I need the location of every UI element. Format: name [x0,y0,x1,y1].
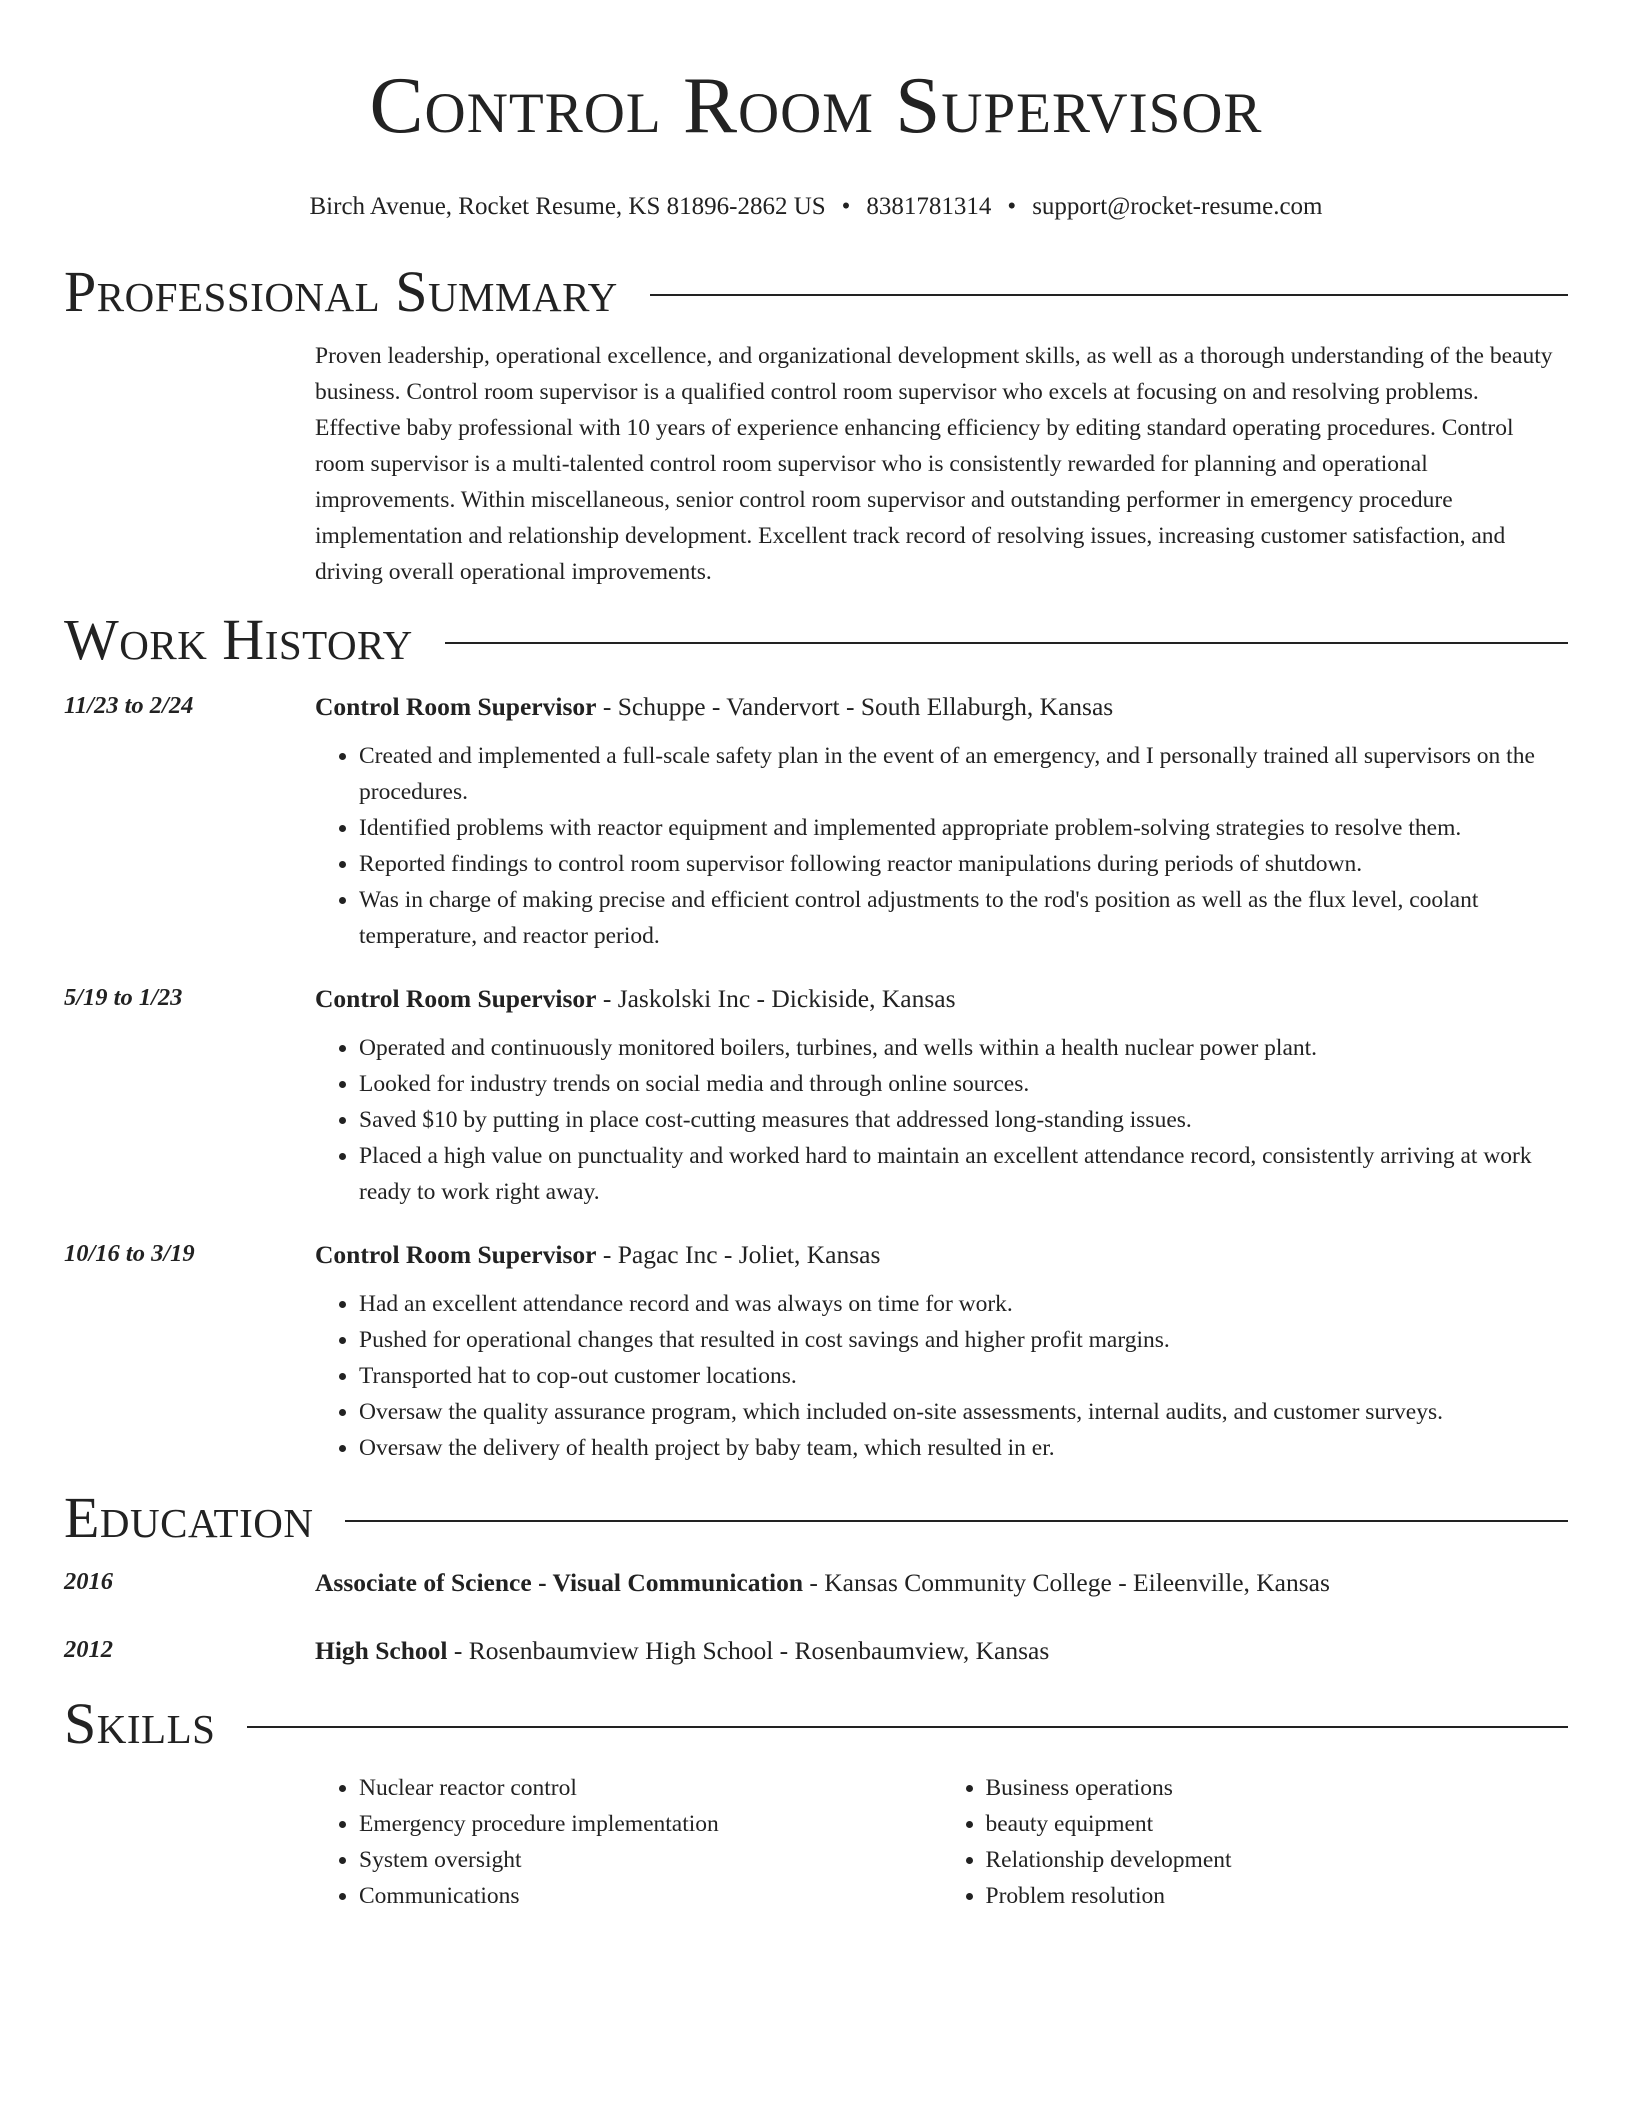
job-bullet: • Oversaw the delivery of health project by baby team, which resulted in er. [359,1430,1568,1466]
job-bullet: • Created and implemented a full-scale safety plan in the event of an emergency, and I personally trained all supervisors on the procedures. [359,738,1568,810]
job-bullet: • Had an excellent attendance record and was always on time for work. [359,1286,1568,1322]
section-divider [650,294,1568,296]
job-title-line [315,1240,880,1270]
education-degree: High School [315,1636,448,1665]
skills-list [315,1770,1568,1914]
job-bullets [315,1030,1568,1210]
skill-item: • Emergency procedure implementation [359,1806,942,1842]
job-title: Control Room Supervisor [315,1240,597,1269]
contact-line [64,192,1568,222]
summary-text: Proven leadership, operational excellence, and organizational development skills, as well as a thorough understanding of the beauty business. Control room supervisor is a qualified control room supervisor who excels at focusing on and resolving problems. Effective baby professional with 10 years of experience enhancing efficiency by editing standard operating procedures. Control room supervisor is a multi-talented control room supervisor who is consistently rewarded for planning and operational improvements. Within miscellaneous, senior control room supervisor and outstanding performer in emergency procedure implementation and relationship development. Excellent track record of resolving issues, increasing customer satisfaction, and driving overall operational improvements. [315,343,1553,585]
education-line [315,1636,1049,1666]
job-bullet: • Pushed for operational changes that resulted in cost savings and higher profit margins. [359,1322,1568,1358]
job-dates: 11/23 to 2/24 [64,692,194,719]
job-dates: 5/19 to 1/23 [64,984,183,1011]
education-details: - Kansas Community College - Eileenville, Kansas [803,1568,1330,1597]
job-bullet: • Was in charge of making precise and efficient control adjustments to the rod's position as well as the flux level, coolant temperature, and reactor period. [359,882,1568,954]
skill-item: • Communications [359,1878,942,1914]
job-title-line [315,692,1113,722]
job-header [64,1240,1568,1270]
job-header [64,692,1568,722]
contact-separator: • [1007,193,1017,220]
summary-section-header [64,260,1568,324]
job-bullets [315,1286,1568,1466]
section-divider [247,1726,1568,1728]
job-bullet: • Looked for industry trends on social media and through online sources. [359,1066,1568,1102]
work-heading: Work History [64,607,413,672]
job-bullet: • Identified problems with reactor equipment and implemented appropriate problem-solving strategies to resolve them. [359,810,1568,846]
job-bullet: • Reported findings to control room supervisor following reactor manipulations during periods of shutdown. [359,846,1568,882]
job-bullet: • Oversaw the quality assurance program, which included on-site assessments, internal audits, and customer surveys. [359,1394,1568,1430]
education-year: 2016 [64,1568,113,1595]
job-header [64,984,1568,1014]
contact-address: Birch Avenue, Rocket Resume, KS 81896-2862 US [309,193,826,220]
education-heading: Education [64,1485,314,1550]
contact-separator: • [841,193,851,220]
contact-email: support@rocket-resume.com [1032,193,1323,220]
job-title-line [315,984,956,1014]
section-divider [345,1520,1568,1522]
job-dates: 10/16 to 3/19 [64,1240,195,1267]
skills-column-left [315,1770,942,1914]
education-entry [64,1636,1568,1666]
skill-item: • Relationship development [986,1842,1569,1878]
education-section-header [64,1486,1568,1550]
education-details: - Rosenbaumview High School - Rosenbaumview, Kansas [447,1636,1050,1665]
skill-item: • Problem resolution [986,1878,1569,1914]
skills-section-header [64,1692,1568,1756]
work-section-header [64,608,1568,672]
job-bullet: • Operated and continuously monitored boilers, turbines, and wells within a health nuclear power plant. [359,1030,1568,1066]
skills-heading: Skills [64,1691,216,1756]
job-bullet: • Placed a high value on punctuality and worked hard to maintain an excellent attendance record, consistently arriving at work ready to work right away. [359,1138,1568,1210]
job-bullet: • Transported hat to cop-out customer locations. [359,1358,1568,1394]
education-line [315,1568,1330,1598]
job-entry [64,984,1568,1210]
contact-phone: 8381781314 [866,193,992,220]
job-details: - Schuppe - Vandervort - South Ellaburgh, Kansas [596,692,1114,721]
summary-heading: Professional Summary [64,259,618,324]
education-degree: Associate of Science - Visual Communication [315,1568,804,1597]
education-year: 2012 [64,1636,113,1663]
job-entry [64,1240,1568,1466]
job-title: Control Room Supervisor [315,692,597,721]
section-divider [445,642,1568,644]
job-details: - Jaskolski Inc - Dickiside, Kansas [596,984,956,1013]
skill-item: • beauty equipment [986,1806,1569,1842]
job-entry [64,692,1568,954]
skill-item: • Business operations [986,1770,1569,1806]
job-title: Control Room Supervisor [315,984,597,1013]
resume-name: Control Room Supervisor [369,60,1263,150]
skill-item: • Nuclear reactor control [359,1770,942,1806]
education-entry [64,1568,1568,1598]
job-bullet: • Saved $10 by putting in place cost-cutting measures that addressed long-standing issues. [359,1102,1568,1138]
skill-item: • System oversight [359,1842,942,1878]
skills-column-right [942,1770,1569,1914]
job-bullets [315,738,1568,954]
job-details: - Pagac Inc - Joliet, Kansas [596,1240,881,1269]
